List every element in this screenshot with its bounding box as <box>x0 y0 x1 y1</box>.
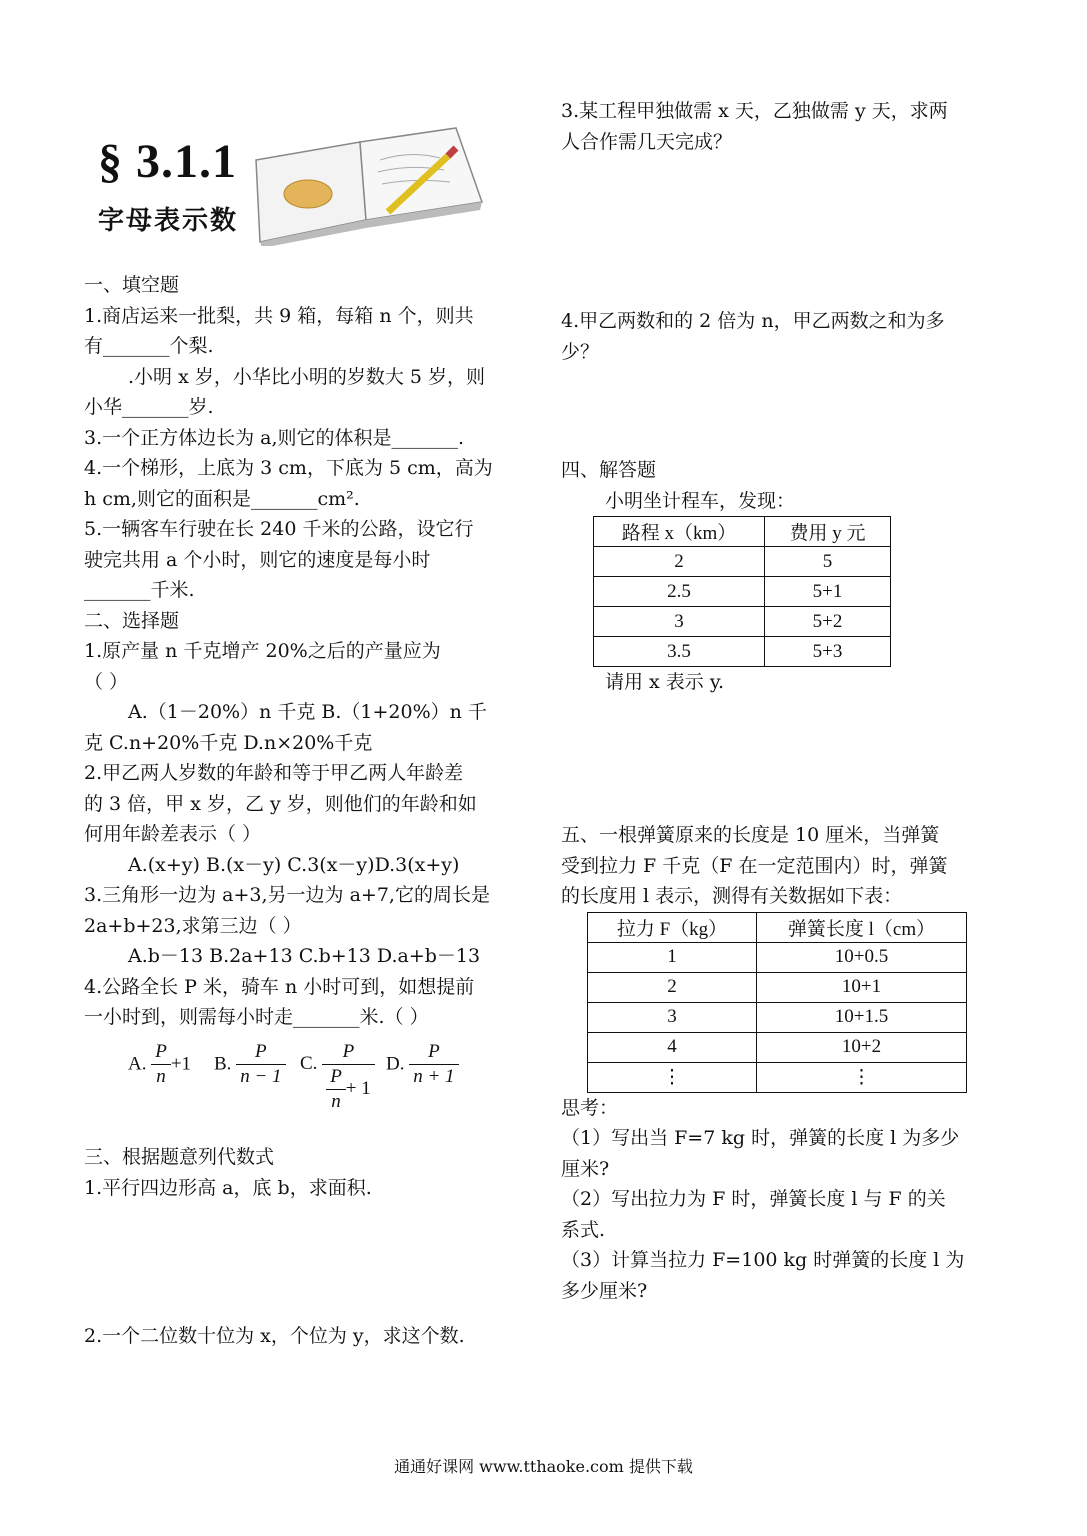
left-column <box>84 270 524 1033</box>
page-footer: 通通好课网 www.tthaoke.com 提供下载 <box>394 1457 693 1476</box>
p3-q3-line1: 3.某工程甲独做需 x 天，乙独做需 y 天，求两 <box>561 100 948 122</box>
p5-t3-line2: 多少厘米? <box>561 1279 648 1302</box>
part4-heading: 四、解答题 <box>561 459 657 481</box>
table-header-cell: 费用 y 元 <box>765 517 891 547</box>
p5-line2: 受到拉力 F 千克（F 在一定范围内）时，弹簧 <box>561 854 948 877</box>
part4-ask: 请用 x 表示 y. <box>605 671 725 693</box>
p3-q3-line2: 人合作需几天完成？ <box>561 130 733 153</box>
option-c-label: C. <box>300 1053 318 1074</box>
option-d-fraction <box>409 1040 458 1089</box>
table-cell: 10+1.5 <box>757 1002 967 1032</box>
p2-q3-options: A.b－13 B.2a+13 C.b+13 D.a+b－13 <box>128 945 481 967</box>
option-b-fraction <box>236 1040 285 1089</box>
p2-q1-options-a: A.（1－20%）n 千克 B.（1+20%）n 千 <box>128 701 487 723</box>
option-c-inner-tail: + 1 <box>345 1077 371 1099</box>
spring-table <box>587 912 967 1093</box>
p5-t2-line2: 系式. <box>561 1218 606 1241</box>
p2-q3-line1: 3.三角形一边为 a+3,另一边为 a+7,它的周长是 <box>84 884 490 906</box>
part5-block <box>561 820 1001 1306</box>
section-number: § 3.1.1 <box>98 135 237 188</box>
p3-q4-line1: 4.甲乙两数和的 2 倍为 n，甲乙两数之和为多 <box>561 310 945 332</box>
table-row <box>588 972 967 1002</box>
table-cell: 2 <box>588 972 757 1002</box>
p1-q5-line1: 5.一辆客车行驶在长 240 千米的公路，设它行 <box>84 518 474 540</box>
p2-q4-line2: 一小时到，则需每小时走_______米.（ ） <box>84 1006 429 1028</box>
p5-t2-line1: （2）写出拉力为 F 时，弹簧长度 l 与 F 的关 <box>561 1188 946 1210</box>
p3-q1: 1.平行四边形高 a，底 b，求面积. <box>84 1176 372 1199</box>
option-a <box>128 1040 191 1089</box>
table-cell: 3 <box>594 607 765 637</box>
table-header-cell: 弹簧长度 l（cm） <box>757 912 967 942</box>
table-cell: 3.5 <box>594 637 765 667</box>
table-row <box>594 637 891 667</box>
part1-heading: 一、填空题 <box>84 274 180 296</box>
p1-q1-line1: 1.商店运来一批梨，共 9 箱，每箱 n 个，则共 <box>84 304 474 327</box>
taxi-table <box>593 516 891 667</box>
p2-q2-line2: 的 3 倍，甲 x 岁，乙 y 岁，则他们的年龄和如 <box>84 792 477 815</box>
table-cell: 3 <box>588 1002 757 1032</box>
p1-q2-line2: 小华_______岁. <box>84 396 214 418</box>
right-column <box>561 96 1001 157</box>
p5-t1-line2: 厘米? <box>561 1157 610 1180</box>
table-row <box>594 577 891 607</box>
p1-q2-line1: .小明 x 岁，小华比小明的岁数大 5 岁，则 <box>128 365 486 388</box>
part3-left <box>84 1142 524 1203</box>
option-c-inner-den: n <box>331 1091 341 1112</box>
table-cell: 2 <box>594 547 765 577</box>
table-row <box>588 1062 967 1092</box>
p2-q2-line1: 2.甲乙两人岁数的年龄和等于甲乙两人年龄差 <box>84 762 464 784</box>
p5-line1: 五、一根弹簧原来的长度是 10 厘米，当弹簧 <box>561 824 940 846</box>
open-book-illustration <box>250 120 486 246</box>
table-cell: ⋮ <box>757 1062 967 1092</box>
p3-q4-line2: 少？ <box>561 340 600 363</box>
p3-q2: 2.一个二位数十位为 x，个位为 y，求这个数. <box>84 1325 465 1347</box>
part4-block <box>561 455 1001 698</box>
table-header-cell: 拉力 F（kg） <box>588 912 757 942</box>
table-row <box>594 607 891 637</box>
p1-q4-line1: 4.一个梯形，上底为 3 cm，下底为 5 cm，高为 <box>84 457 493 479</box>
table-row <box>588 942 967 972</box>
p2-q4-line1: 4.公路全长 P 米，骑车 n 小时可到，如想提前 <box>84 975 475 998</box>
option-c-inner-num: P <box>326 1065 346 1090</box>
option-d-den: n + 1 <box>413 1066 455 1087</box>
table-cell: 5+2 <box>765 607 891 637</box>
p1-q4-line2: h cm,则它的面积是_______cm². <box>84 487 360 510</box>
p1-q3: 3.一个正方体边长为 a,则它的体积是_______. <box>84 426 465 449</box>
option-d-num: P <box>409 1040 458 1065</box>
p5-t3-line1: （3）计算当拉力 F=100 kg 时弹簧的长度 l 为 <box>561 1249 965 1271</box>
p5-think: 思考： <box>561 1096 619 1119</box>
option-d <box>386 1040 459 1089</box>
p2-q3-line2: 2a+b+23,求第三边（ ） <box>84 914 302 937</box>
option-d-label: D. <box>386 1053 405 1075</box>
table-cell: 10+1 <box>757 972 967 1002</box>
table-row <box>588 1032 967 1062</box>
part3-heading: 三、根据题意列代数式 <box>84 1146 275 1168</box>
part4-intro: 小明坐计程车，发现： <box>605 489 796 512</box>
p1-q5-line2: 驶完共用 a 个小时，则它的速度是每小时 <box>84 548 431 571</box>
p3-q4-block <box>561 306 1001 367</box>
part2-heading: 二、选择题 <box>84 609 180 632</box>
table-cell: 10+0.5 <box>757 942 967 972</box>
table-cell: 5+3 <box>765 637 891 667</box>
option-c <box>300 1040 375 1114</box>
option-c-den <box>322 1065 375 1114</box>
table-cell: 2.5 <box>594 577 765 607</box>
option-b-num: P <box>236 1040 285 1065</box>
option-a-den: n <box>156 1066 166 1087</box>
table-cell: 4 <box>588 1032 757 1062</box>
option-c-inner-fraction <box>326 1065 346 1114</box>
option-a-label: A. <box>128 1053 147 1075</box>
part3-q2-block <box>84 1321 524 1352</box>
table-cell: ⋮ <box>588 1062 757 1092</box>
table-cell: 10+2 <box>757 1032 967 1062</box>
p2-q2-line3: 何用年龄差表示（ ） <box>84 823 262 845</box>
p5-t1-line1: （1）写出当 F=7 kg 时，弹簧的长度 l 为多少 <box>561 1127 960 1149</box>
table-cell: 5+1 <box>765 577 891 607</box>
table-row <box>594 547 891 577</box>
table-header-cell: 路程 x（km） <box>594 517 765 547</box>
section-logo <box>98 120 488 250</box>
option-a-fraction <box>151 1040 171 1089</box>
option-a-tail: +1 <box>170 1053 192 1075</box>
p5-line3: 的长度用 l 表示，测得有关数据如下表： <box>561 885 903 907</box>
option-b-den: n − 1 <box>240 1066 282 1087</box>
table-header-row <box>588 912 967 942</box>
table-row <box>588 1002 967 1032</box>
option-a-num: P <box>151 1040 171 1065</box>
p1-q1-line2: 有_______个梨. <box>84 335 214 357</box>
option-b <box>214 1040 286 1089</box>
table-cell: 5 <box>765 547 891 577</box>
section-subtitle: 字母表示数 <box>98 206 239 236</box>
p2-q1-options-b: 克 C.n+20%千克 D.n×20%千克 <box>84 731 373 754</box>
option-c-num: P <box>322 1040 375 1065</box>
p2-q1-line1: 1.原产量 n 千克增产 20%之后的产量应为 <box>84 640 441 662</box>
option-b-label: B. <box>214 1053 232 1075</box>
p2-q2-options: A.(x+y) B.(x－y) C.3(x－y)D.3(x+y) <box>128 853 460 876</box>
table-cell: 1 <box>588 942 757 972</box>
p1-q5-line3: _______千米. <box>84 579 195 601</box>
table-header-row <box>594 517 891 547</box>
option-c-fraction <box>322 1040 375 1114</box>
p2-q1-line2: （ ） <box>84 670 129 693</box>
